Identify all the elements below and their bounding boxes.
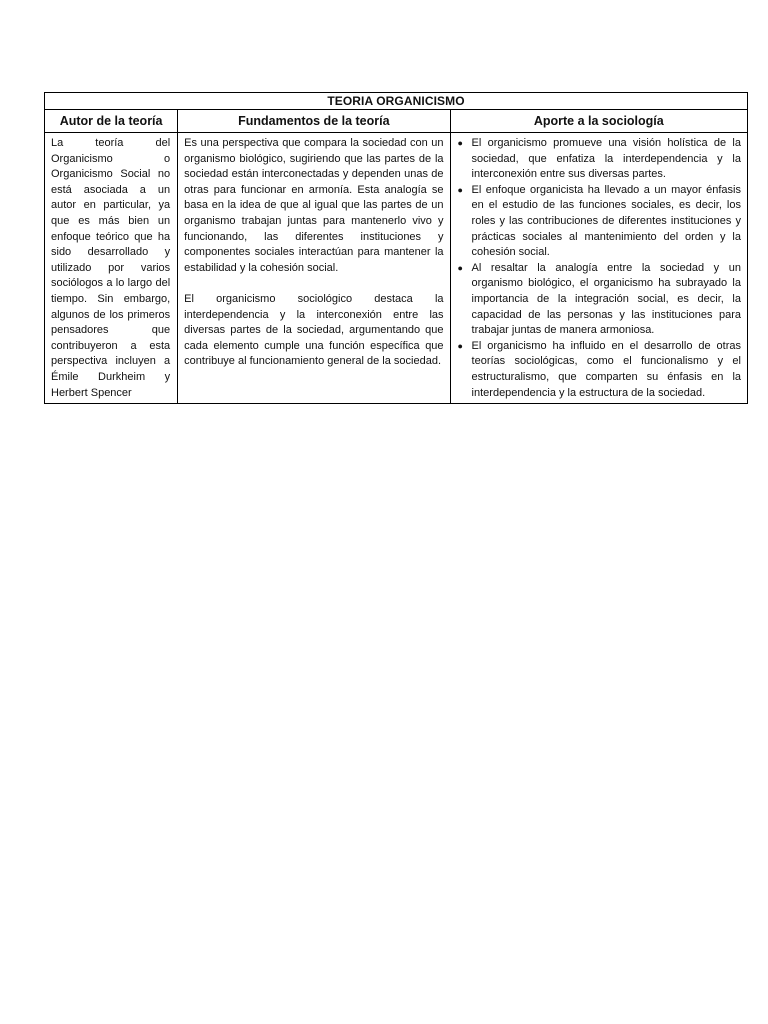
table-title: TEORIA ORGANICISMO (45, 93, 748, 110)
header-aporte: Aporte a la sociología (450, 110, 747, 133)
header-autor: Autor de la teoría (45, 110, 178, 133)
fundamentos-text (178, 133, 449, 372)
autor-cell (45, 133, 178, 404)
aporte-item (457, 183, 741, 261)
bullet-icon: ● (457, 262, 463, 273)
fundamentos-paragraph: Es una perspectiva que compara la sociedad con un organismo biológico, sugiriendo que las partes de la sociedad están interconectadas y dependen unas de otras para funcionar en armonía. Esta analogía se basa en la idea de que al igual que las partes de un organismo trabajan juntas para mantenerlo vivo y funcionando, las diferentes instituciones y componentes sociales interactúan para mantener la estabilidad y la cohesión social. (184, 137, 444, 274)
content-row (45, 133, 748, 404)
header-fundamentos: Fundamentos de la teoría (178, 110, 450, 133)
fundamentos-cell (178, 133, 450, 404)
aporte-item-text: El organicismo promueve una visión holística de la sociedad, que enfatiza la interdependencia y la interconexión entre sus diversas partes. (471, 137, 741, 181)
bullet-icon: ● (457, 138, 463, 148)
autor-text: La teoría del Organicismo o Organicismo Social no está asociada a un autor en particular, ya que es más bien un enfoque teórico que ha sido desarrollado y utilizado por varios sociólogos a lo largo del tiempo. Sin embargo, algunos de los primeros pensadores que contribuyeron a esta perspectiva incluyen a Émile Durkheim y Herbert Spencer (51, 137, 171, 399)
aporte-item-text: Al resaltar la analogía entre la sociedad y un organismo biológico, el organicismo ha subrayado la importancia de la integración social, es decir, la capacidad de las personas y las instituciones para trabajar juntas de manera armoniosa. (471, 261, 741, 337)
aporte-list (451, 133, 747, 403)
fundamentos-paragraph: El organicismo sociológico destaca la interdependencia y la interconexión entre las diversas partes de la sociedad, argumentando que cada elemento cumple una función específica que contribuye al funcionamiento general de la sociedad. (184, 292, 444, 368)
header-row (45, 110, 748, 133)
aporte-item-text: El organicismo ha influido en el desarrollo de otras teorías sociológicas, como el funcionalismo y el estructuralismo, que comparten su énfasis en la interdependencia y la estructura de la sociedad. (471, 339, 741, 399)
organicismo-table (44, 92, 748, 404)
aporte-cell (450, 133, 747, 404)
aporte-item (457, 339, 741, 401)
bullet-icon: ● (457, 340, 463, 351)
aporte-item (457, 136, 741, 183)
aporte-item-text: El enfoque organicista ha llevado a un mayor énfasis en el estudio de las funciones sociales, es decir, los roles y las contribuciones de diferentes instituciones y prácticas sociales al mantenimiento del orden y la cohesión social. (471, 183, 741, 259)
bullet-icon: ● (457, 184, 463, 195)
aporte-item (457, 261, 741, 339)
title-row (45, 93, 748, 110)
